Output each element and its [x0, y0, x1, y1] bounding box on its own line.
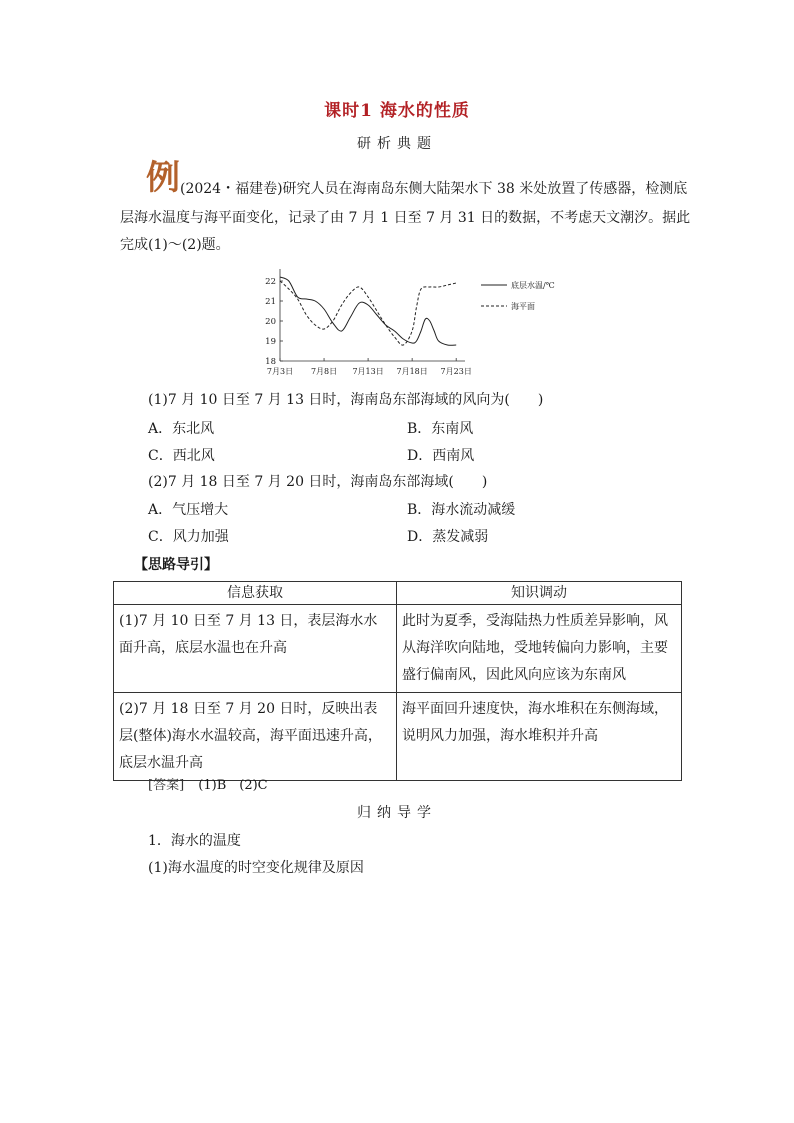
question-2-option-b: B．海水流动减缓 — [407, 502, 516, 518]
section-heading-summary: 归纳导学 — [357, 805, 437, 821]
item-1-subheading: (1)海水温度的时空变化规律及原因 — [148, 860, 364, 876]
question-1-option-a: A．东北风 — [148, 421, 215, 437]
question-2-stem: (2)7 月 18 日至 7 月 20 日时，海南岛东部海域( ) — [148, 474, 488, 490]
series-line-sea-level — [280, 281, 456, 345]
legend-label: 海平面 — [511, 302, 535, 311]
table-row — [114, 693, 682, 781]
table-header-cell: 知识调动 — [397, 582, 682, 605]
x-tick-label: 7月8日 — [310, 367, 338, 376]
question-1-option-c: C．西北风 — [148, 448, 215, 464]
intro-line-3: 完成(1)～(2)题。 — [120, 237, 230, 253]
intro-line-2: 层海水温度与海平面变化，记录了由 7 月 1 日至 7 月 31 日的数据，不考虑天文潮汐。据此 — [120, 210, 691, 226]
table-header-cell: 信息获取 — [114, 582, 397, 605]
y-tick-label: 18 — [265, 357, 276, 367]
guide-title: 【思路导引】 — [134, 557, 218, 573]
x-tick-label: 7月18日 — [396, 367, 428, 376]
x-tick-label: 7月23日 — [440, 367, 472, 376]
question-2-option-a: A．气压增大 — [148, 502, 229, 518]
y-tick-label: 20 — [265, 317, 276, 327]
question-2-option-c: C．风力加强 — [148, 529, 229, 545]
question-2-option-d: D．蒸发减弱 — [407, 529, 489, 545]
table-cell: 海平面回升速度快，海水堆积在东侧海域，说明风力加强，海水堆积并升高 — [397, 693, 682, 781]
table-cell: (1)7 月 10 日至 7 月 13 日，表层海水水面升高，底层水温也在升高 — [114, 605, 397, 693]
answer-tag: [答案] — [148, 778, 185, 793]
x-tick-label: 7月3日 — [266, 367, 294, 376]
table-header-row — [114, 582, 682, 605]
y-tick-label: 19 — [265, 337, 276, 347]
temperature-sea-level-chart — [255, 266, 570, 384]
x-tick-label: 7月13日 — [352, 367, 384, 376]
y-tick-label: 21 — [265, 297, 276, 307]
table-row — [114, 605, 682, 693]
answer-line — [148, 774, 268, 793]
page-title: 课时1 海水的性质 — [324, 101, 470, 121]
answer-text: (1)B (2)C — [198, 778, 268, 793]
y-tick-label: 22 — [265, 277, 276, 287]
intro-line-1: (2024・福建卷)研究人员在海南岛东侧大陆架水下 38 米处放置了传感器，检测底 — [180, 181, 688, 197]
legend-label: 底层水温/℃ — [511, 281, 555, 290]
section-heading-study: 研析典题 — [357, 136, 437, 152]
item-1-heading: 1．海水的温度 — [148, 833, 241, 849]
question-1-option-b: B．东南风 — [407, 421, 474, 437]
question-1-option-d: D．西南风 — [407, 448, 475, 464]
table-cell: (2)7 月 18 日至 7 月 20 日时，反映出表层(整体)海水水温较高，海平面迅速升高，底层水温升高 — [114, 693, 397, 781]
question-1-stem: (1)7 月 10 日至 7 月 13 日时，海南岛东部海域的风向为( ) — [148, 392, 544, 408]
analysis-table — [113, 581, 682, 781]
table-cell: 此时为夏季，受海陆热力性质差异影响，风从海洋吹向陆地，受地转偏向力影响，主要盛行偏南风，因此风向应该为东南风 — [397, 605, 682, 693]
example-mark: 例 — [146, 158, 180, 198]
